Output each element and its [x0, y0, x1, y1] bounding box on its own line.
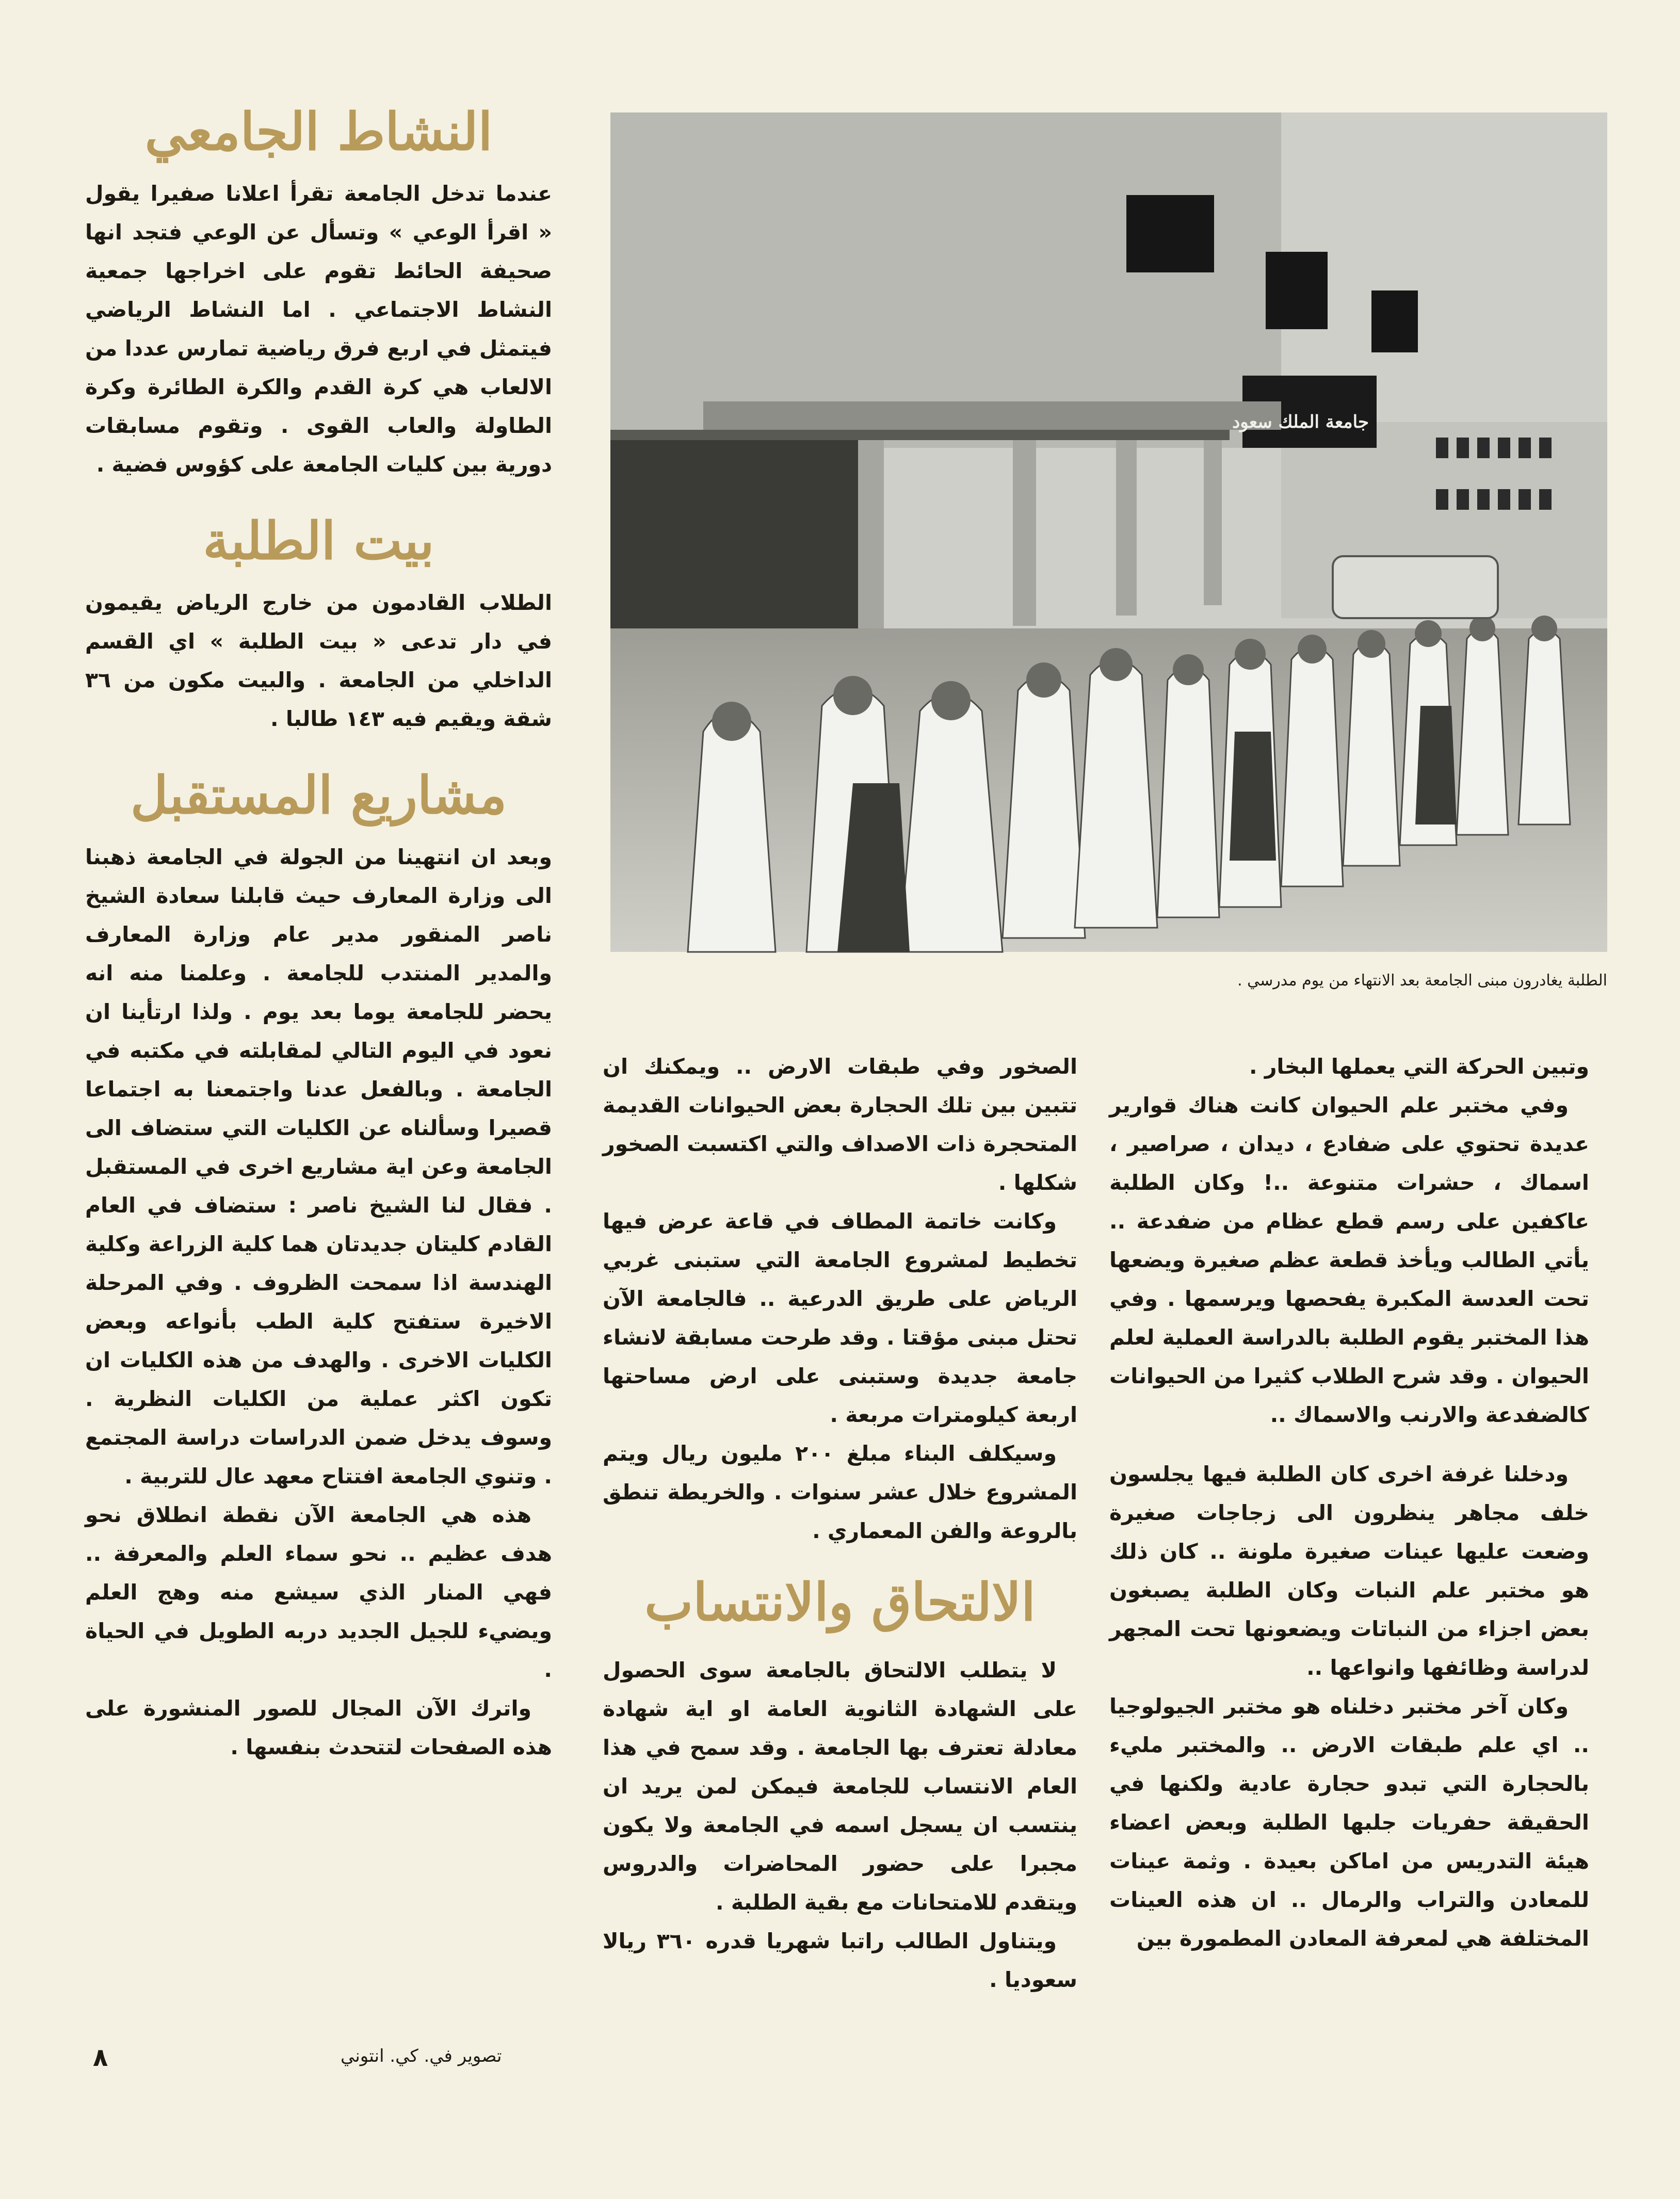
section-heading-admission: الالتحاق والانتساب — [644, 1572, 1036, 1632]
section-heading-university-activity: النشاط الجامعي — [144, 101, 493, 162]
section-heading-future-projects: مشاريع المستقبل — [130, 765, 507, 826]
paragraph: ودخلنا غرفة اخرى كان الطلبة فيها يجلسون خلف مجاهر ينظرون الى زجاجات صغيرة وضعت عليها عينات صغيرة ملونة .. كان ذلك هو مختبر علم النبات وكان الطلبة يصبغون بعض اجزاء من النباتات ويضعونها تحت المجهر لدراسة وظائفها وانواعها .. — [1109, 1462, 1589, 1680]
left-column — [85, 93, 552, 1767]
section-heading-students-house: بيت الطلبة — [203, 510, 434, 571]
photo-caption: الطلبة يغادرون مبنى الجامعة بعد الانتهاء من يوم مدرسي . — [1237, 972, 1607, 990]
students-leaving-building-photo — [610, 112, 1607, 952]
right-body — [1109, 1047, 1589, 1958]
paragraph: وفي مختبر علم الحيوان كانت هناك قوارير عديدة تحتوي على ضفادع ، ديدان ، صراصير ، اسماك ، حشرات متنوعة ..! وكان الطلبة عاكفين على رسم قطع عظام من ضفدعة .. يأتي الطالب ويأخذ قطعة عظم صغيرة ويضعها تحت العدسة المكبرة يفحصها ويرسمها . وفي هذا المختبر يقوم الطلبة بالدراسة العملية لعلم الحيوان . وقد شرح الطلاب كثيرا من الحيوانات كالضفدعة والارنب والاسماك .. — [1109, 1093, 1589, 1427]
middle-column — [603, 1047, 1077, 1999]
photo-illustration — [610, 112, 1607, 952]
paragraph: وكان آخر مختبر دخلناه هو مختبر الجيولوجيا .. اي علم طبقات الارض .. والمختبر مليء بالحجارة التي تبدو حجارة عادية ولكنها في الحقيقة حفريات جلبها الطلبة وبعض اعضاء هيئة التدريس من اماكن بعيدة . وثمة عينات للمعادن والتراب والرمال .. ان هذه العينات المختلفة هي لمعرفة المعادن المطمورة بين — [1109, 1694, 1589, 1951]
section-body-university-activity: عندما تدخل الجامعة تقرأ اعلانا صفيرا يقول « اقرأ الوعي » وتسأل عن الوعي فتجد انها صحيفة الحائط تقوم على اخراجها جمعية النشاط الاجتماعي . اما النشاط الرياضي فيتمثل في اربع فرق رياضية تمارس عددا من الالعاب هي كرة القدم والكرة الطائرة وكرة الطاولة والعاب القوى . وتقوم مسابقات دورية بين كليات الجامعة على كؤوس فضية . — [85, 181, 552, 477]
admission-body — [603, 1651, 1077, 1999]
paragraph: وتبين الحركة التي يعملها البخار . — [1249, 1054, 1589, 1079]
section-body-students-house: الطلاب القادمون من خارج الرياض يقيمون في دار تدعى « بيت الطلبة » اي القسم الداخلي من الجامعة . والبيت مكون من ٣٦ شقة ويقيم فيه ١٤٣ طالبا . — [85, 590, 552, 731]
section-body-future-projects — [85, 838, 552, 1767]
paragraph: ويتناول الطالب راتبا شهريا قدره ٣٦٠ ريالا سعوديا . — [603, 1929, 1077, 1992]
paragraph: وسيكلف البناء مبلغ ٢٠٠ مليون ريال ويتم المشروع خلال عشر سنوات . والخريطة تنطق بالروعة والفن المعماري . — [603, 1441, 1077, 1543]
paragraph: لا يتطلب الالتحاق بالجامعة سوى الحصول على الشهادة الثانوية العامة او اية شهادة معادلة تعترف بها الجامعة . وقد سمح في هذا العام الانتساب للجامعة فيمكن لمن يريد ان ينتسب ان يسجل اسمه في الجامعة ولا يكون مجبرا على حضور المحاضرات والدروس ويتقدم للامتحانات مع بقية الطلبة . — [603, 1658, 1077, 1915]
paragraph: واترك الآن المجال للصور المنشورة على هذه الصفحات لتتحدث بنفسها . — [85, 1696, 552, 1759]
paragraph: هذه هي الجامعة الآن نقطة انطلاق نحو هدف عظيم .. نحو سماء العلم والمعرفة .. فهي المنار الذي سيشع منه وهج العلم ويضيء للجيل الجديد دربه الطويل في الحياة . — [85, 1502, 552, 1682]
paragraph: وكانت خاتمة المطاف في قاعة عرض فيها تخطيط لمشروع الجامعة التي ستبنى غربي الرياض على طريق الدرعية .. فالجامعة الآن تحتل مبنى مؤقتا . وقد طرحت مسابقة لانشاء جامعة جديدة وستبنى على ارض مساحتها اربعة كيلومترات مربعة . — [603, 1209, 1077, 1427]
right-column — [1109, 1047, 1589, 1958]
middle-body — [603, 1047, 1077, 1550]
university-sign: جامعة الملك سعود — [1232, 412, 1369, 432]
page-number: ٨ — [93, 2043, 108, 2072]
paragraph: وبعد ان انتهينا من الجولة في الجامعة ذهبنا الى وزارة المعارف حيث قابلنا سعادة الشيخ ناصر المنقور مدير عام وزارة المعارف والمدير المنتدب للجامعة . وعلمنا منه انه يحضر للجامعة يوما بعد يوم . ولذا ارتأينا ان نعود في اليوم التالي لمقابلته في مكتبه في الجامعة . وبالفعل عدنا واجتمعنا به اجتماعا قصيرا وسألناه عن الكليات التي ستضاف الى الجامعة وعن اية مشاريع اخرى في المستقبل . فقال لنا الشيخ ناصر : ستضاف في العام القادم كليتان جديدتان هما كلية الزراعة وكلية الهندسة اذا سمحت الظروف . وفي المرحلة الاخيرة ستفتح كلية الطب بأنواعه وبعض الكليات الاخرى . والهدف من هذه الكليات ان تكون اكثر عملية من الكليات النظرية . وسوف يدخل ضمن الدراسات دراسة المجتمع . وتنوي الجامعة افتتاح معهد عال للتربية . — [85, 845, 552, 1489]
photo-credit: تصوير في. كي. انتوني — [341, 2046, 502, 2066]
paragraph: الصخور وفي طبقات الارض .. ويمكنك ان تتبين بين تلك الحجارة بعض الحيوانات القديمة المتحجرة ذات الاصداف والتي اكتسبت الصخور شكلها . — [603, 1054, 1077, 1195]
